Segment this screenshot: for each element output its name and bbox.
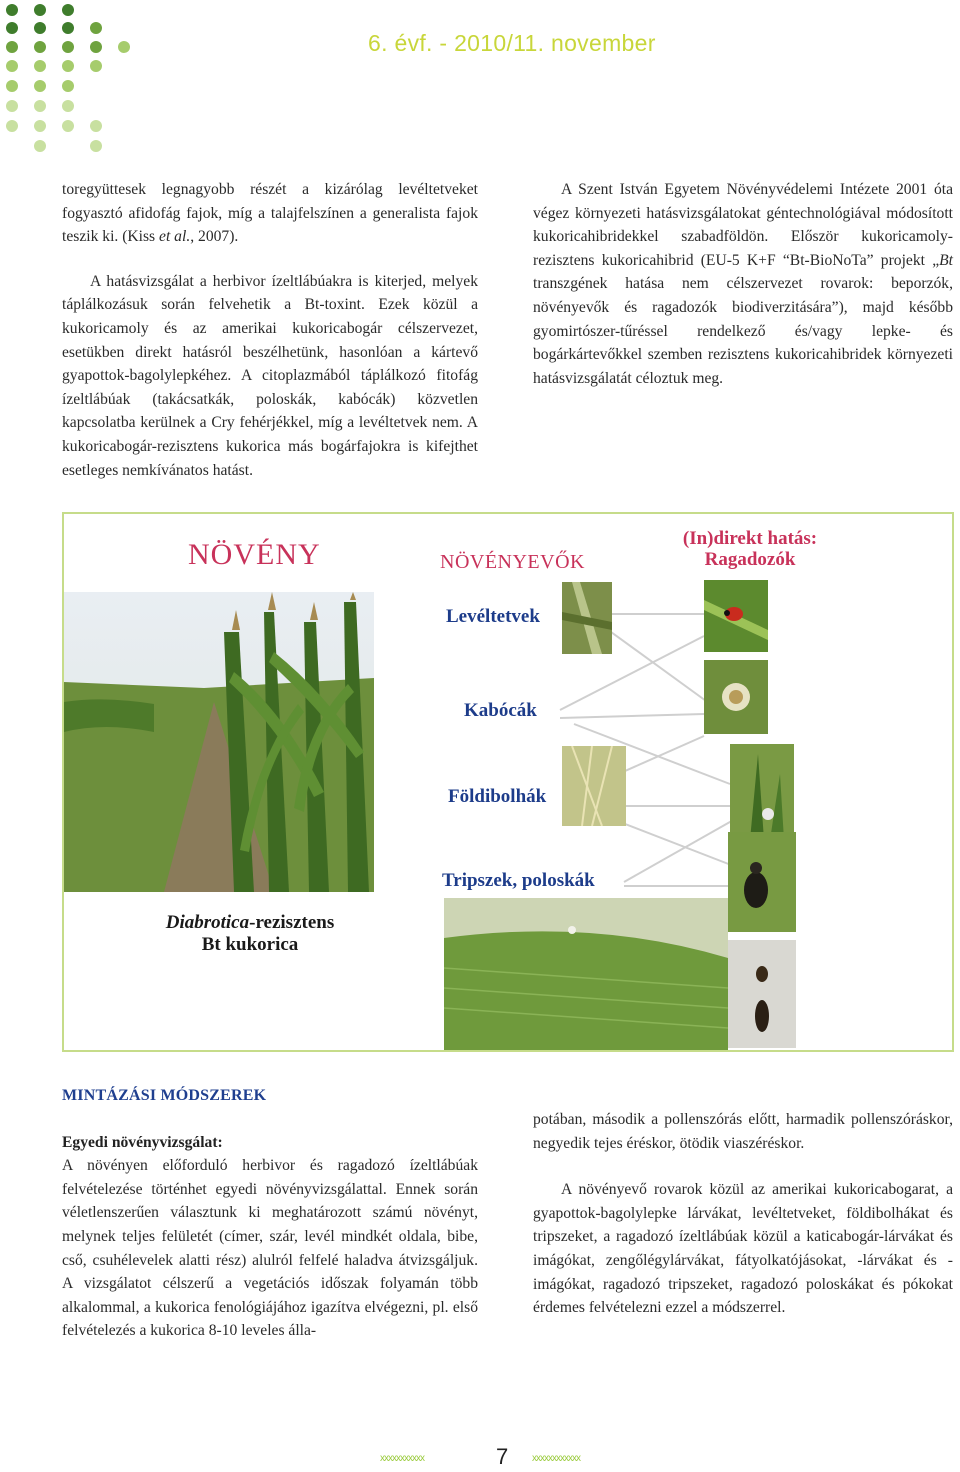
herbivores-heading: NÖVÉNYEVŐK <box>440 551 585 573</box>
paragraph: A hatásvizsgálat a herbivor ízeltlábúakra is kiterjed, melyek táplálkozásuk során felvehetik a Bt-toxint. Ezek közül a kukoricamoly és az amerikai kukoricabogár célszervezet, esetükben direkt hatásról beszélhetünk, hasonlóan a kártevő gyapottok-bagolylepkéhez. A citoplazmából táplálkozó fitofág ízeltlábúak (takácsatkák, poloskák, kabócák) közvetlen kapcsolatba kerülnek a Cry fehérjékkel, míg a levéltetvek nem. A kukoricabogár-rezisztens kukorica más bogárfajokra is kifejthet esetleges nemkívánatos hatást. <box>62 272 478 479</box>
beetle-specimen-photo <box>728 940 796 1048</box>
leafhopper-photo <box>704 660 768 734</box>
aphids-label: Levéltetvek <box>446 606 540 627</box>
ground-beetle-photo <box>728 832 796 932</box>
page-number: 7 <box>496 1444 509 1469</box>
text-column-right-bottom <box>533 1108 953 1320</box>
diabrotica-resistant-bt-corn-label: Diabrotica-rezisztens Bt kukorica <box>165 912 335 955</box>
plant-heading: NÖVÉNY <box>188 538 321 571</box>
food-web-figure <box>62 512 954 1052</box>
text-column-left-bottom <box>62 1084 478 1343</box>
subsection-title: Egyedi növényvizsgálat: <box>62 1133 223 1151</box>
footer-decoration-left: xxxxxxxxxxx <box>380 1453 424 1464</box>
paragraph: A növényen előforduló herbivor és ragadozó ízeltlábúak felvételezése történhet egyedi növényvizsgálattal. Ennek során véletlenszerűen választunk ki meghatározott számú növényt, melynek teljes felületét (címer, szár, levél mindkét oldala, bibe, cső, csuhélevelek alatti rész) alulról felfelé haladva átvizsgáljuk. A vizsgálatot célszerű a vegetációs időszak folyamán több alkalommal, a kukorica fenológiájához igazítva elvégezni, pl. első felvételezés a kukorica 8-10 leveles álla- <box>62 1157 478 1340</box>
corn-seedling-photo <box>730 744 794 840</box>
corn-silk-photo <box>562 746 626 826</box>
section-title: MINTÁZÁSI MÓDSZEREK <box>62 1087 267 1104</box>
ladybird-photo <box>704 580 768 652</box>
decorative-dot-pattern <box>0 0 140 160</box>
text-column-right-top <box>533 178 953 390</box>
flea-beetles-label: Földibolhák <box>448 786 547 807</box>
leafhoppers-label: Kabócák <box>464 700 537 721</box>
footer-decoration-right: xxxxxxxxxxxx <box>532 1453 580 1464</box>
predators-heading: (In)direkt hatás: Ragadozók <box>682 528 818 570</box>
thrips-bugs-label: Tripszek, poloskák <box>442 870 595 891</box>
paragraph: A növényevő rovarok közül az amerikai kukoricabogarat, a gyapottok-bagolylepke lárvákat, levéltetveket, földibolhákat és tripszeket, a ragadozó ízeltlábúak közül a katicabogár-lárvákat és imágókat, zengőlégylárvákat, fátyolkatójásokat, -lárvákat és -imágókat, ragadozó tripszeket, ragadozó poloskákat és pókokat érdemes felvételezni ezzel a módszerrel. <box>533 1181 953 1317</box>
paragraph: toregyüttesek legnagyobb részét a kizárólag levéltetveket fogyasztó afidofág fajok, míg a talajfelszínen a generalista fajok teszik ki. (Kiss et al., 2007). <box>62 181 478 246</box>
aphids-leaf-photo <box>562 582 612 654</box>
corn-field-photo <box>64 592 374 892</box>
paragraph: potában, második a pollenszórás előtt, harmadik pollenszóráskor, negyedik tejes éréskor, ötödik viaszéréskor. <box>533 1111 953 1152</box>
issue-header: 6. évf. - 2010/11. november <box>368 30 656 56</box>
text-column-left-top <box>62 178 478 482</box>
paragraph: A Szent István Egyetem Növényvédelemi Intézete 2001 óta végez környezeti hatásvizsgálatokat géntechnológiával módosított kukoricahibridekkel szabadföldön. Először kukoricamoly-rezisztens kukoricahibrid (EU-5 K+F “Bt-BioNoTa” projekt „Bt transzgének hatása nem célszervezet rovarok: beporzók, növényevők és ragadozók biodiverzitására”), majd később gyomirtószer-tűréssel rendelkező és/vagy lepke- és bogárkártevőkkel szemben rezisztens kukoricahibridek környezeti hatásvizsgálatát céloztuk meg. <box>533 181 953 387</box>
thrips-leaf-photo <box>444 898 728 1050</box>
